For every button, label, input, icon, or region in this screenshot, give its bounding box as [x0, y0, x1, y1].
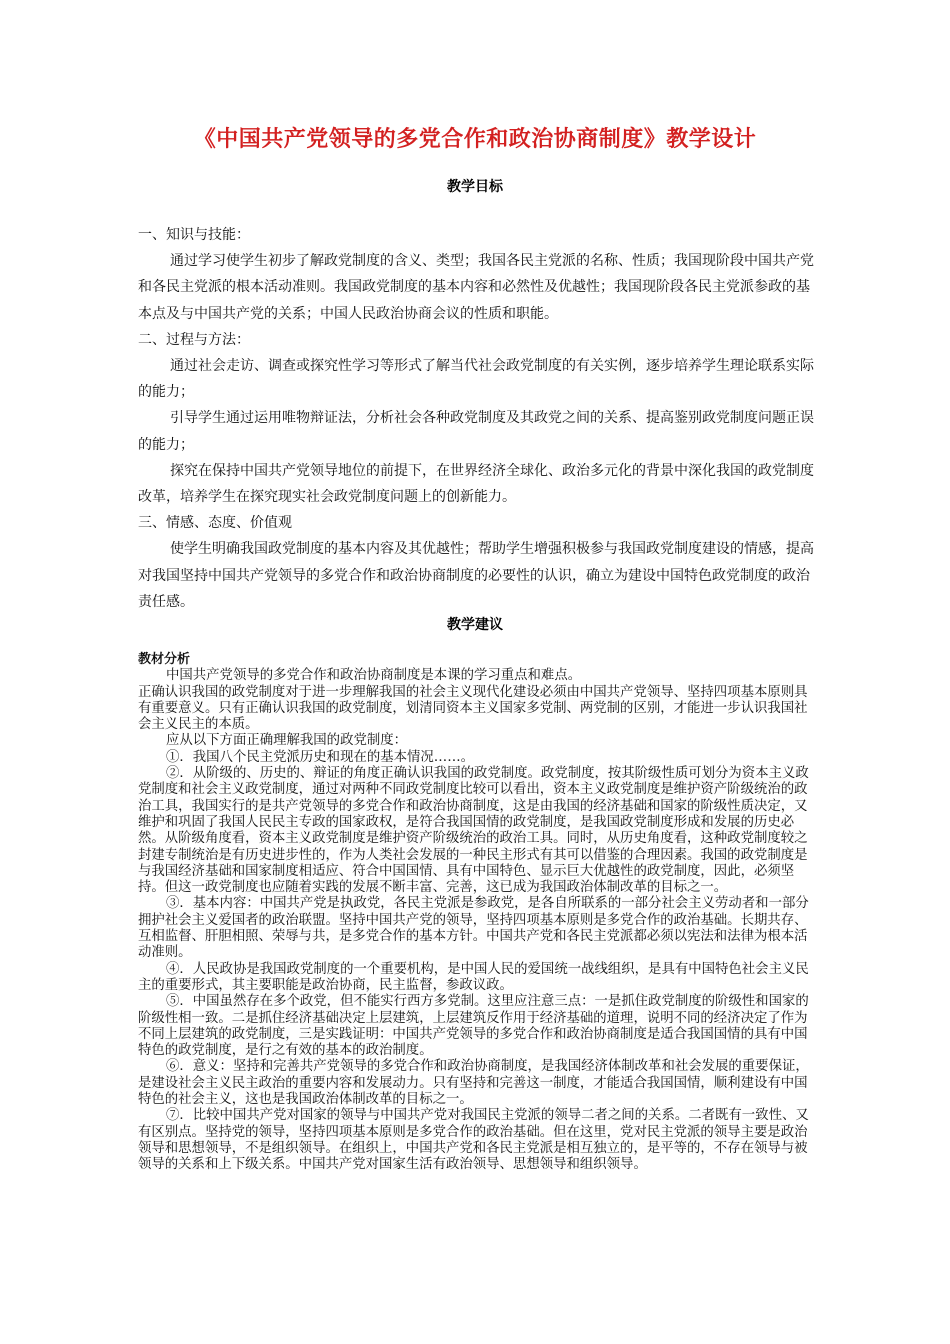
- goals-item: 使学生明确我国政党制度的基本内容及其优越性；帮助学生增强积极参与我国政党制度建设的情感，提高对我国坚持中国共产党领导的多党合作和政治协商制度的必要性的认识，确立为建设中国特色政党制度的政治责任感。: [138, 541, 814, 610]
- analysis-paragraph: ①．我国八个民主党派历史和现在的基本情况……。: [166, 749, 474, 765]
- document-title: 《中国共产党领导的多党合作和政治协商制度》教学设计: [193, 126, 757, 152]
- analysis-paragraph: ②．从阶级的、历史的、辩证的角度正确认识我国的政党制度。政党制度，按其阶级性质可划分为资本主义政党制度和社会主义政党制度，通过对两种不同政党制度比较可以看出，资本主义政党制度是维护资产阶级统治的政治工具，我国实行的是共产党领导的多党合作和政治协商制度，这是由我国的经济基础和国家的阶级性质决定，又维护和巩固了我国人民民主专政的国家政权，是符合我国国情的政党制度，是我国政党制度形成和发展的历史必然。从阶级角度看，资本主义政党制度是维护资产阶级统治的政治工具。同时，从历史角度看，这种政党制度较之封建专制统治是有历史进步性的，作为人类社会发展的一种民主形式有其可以借鉴的合理因素。我国的政党制度是与我国经济基础和国家制度相适应、符合中国国情、具有中国特色、显示巨大优越性的政党制度，因此，必须坚持。但这一政党制度也应随着实践的发展不断丰富、完善，这已成为我国政治体制改革的目标之一。: [138, 766, 809, 896]
- goals-heading: 教学目标: [447, 179, 503, 195]
- analysis-paragraph: 中国共产党领导的多党合作和政治协商制度是本课的学习重点和难点。: [166, 668, 582, 684]
- analysis-paragraph: ⑤．中国虽然存在多个政党，但不能实行西方多党制。这里应注意三点：一是抓住政党制度的阶级性和国家的阶级性相一致。二是抓住经济基础决定上层建筑，上层建筑反作用于经济基础的道理，说明不同的经济决定了作为不同上层建筑的政党制度，三是实践证明：中国共产党领导的多党合作和政治协商制度是适合我国国情的具有中国特色的政党制度，是行之有效的基本的政治制度。: [138, 994, 809, 1059]
- analysis-paragraph: ⑦．比较中国共产党对国家的领导与中国共产党对我国民主党派的领导二者之间的关系。二者既有一致性、又有区别点。坚持党的领导，坚持四项基本原则是多党合作的政治基础。但在这里，党对民主党派的领导主要是政治领导和思想领导，不是组织领导。在组织上，中国共产党和各民主党派是相互独立的，是平等的，不存在领导与被领导的关系和上下级关系。中国共产党对国家生活有政治领导、思想领导和组织领导。: [138, 1108, 809, 1173]
- analysis-section: [138, 652, 818, 1174]
- goals-item: 通过学习使学生初步了解政党制度的含义、类型；我国各民主党派的名称、性质；我国现阶段中国共产党和各民主党派的根本活动准则。我国政党制度的基本内容和必然性及优越性；我国现阶段各民主党派参政的基本点及与中国共产党的关系；中国人民政治协商会议的性质和职能。: [138, 253, 814, 322]
- goals-item: 三、情感、态度、价值观: [138, 515, 292, 532]
- goals-item: 探究在保持中国共产党领导地位的前提下，在世界经济全球化、政治多元化的背景中深化我国的政党制度改革，培养学生在探究现实社会政党制度问题上的创新能力。: [138, 462, 814, 506]
- analysis-paragraph: 正确认识我国的政党制度对于进一步理解我国的社会主义现代化建设必须由中国共产党领导、坚持四项基本原则具有重要意义。只有正确认识我国的政党制度，划清同资本主义国家多党制、两党制的区别，才能进一步认识我国社会主义民主的本质。: [138, 684, 808, 733]
- analysis-paragraph: ⑥．意义：坚持和完善共产党领导的多党合作和政治协商制度，是我国经济体制改革和社会发展的重要保证，是建设社会主义民主政治的重要内容和发展动力。只有坚持和完善这一制度，才能适合我国国情，顺利建设有中国特色的社会主义，这也是我国政治体制改革的目标之一。: [138, 1059, 809, 1108]
- goals-item: 一、知识与技能：: [138, 227, 250, 243]
- goals-item: 引导学生通过运用唯物辩证法，分析社会各种政党制度及其政党之间的关系、提高鉴别政党制度问题正误的能力；: [138, 410, 814, 453]
- suggest-heading: 教学建议: [447, 617, 503, 633]
- goals-item: 通过社会走访、调查或探究性学习等形式了解当代社会政党制度的有关实例，逐步培养学生理论联系实际的能力；: [138, 358, 814, 401]
- analysis-paragraph: 应从以下方面正确理解我国的政党制度：: [166, 733, 408, 749]
- goals-item: 二、过程与方法：: [138, 331, 250, 348]
- analysis-heading: 教材分析: [138, 652, 191, 667]
- analysis-paragraph: ③．基本内容：中国共产党是执政党，各民主党派是参政党，是各自所联系的一部分社会主义劳动者和一部分拥护社会主义爱国者的政治联盟。坚持中国共产党的领导，坚持四项基本原则是多党合作的政治基础。长期共存、互相监督、肝胆相照、荣辱与共，是多党合作的基本方针。中国共产党和各民主党派都必须以宪法和法律为根本活动准则。: [138, 896, 809, 961]
- goals-section: [138, 222, 818, 615]
- analysis-paragraph: ④．人民政协是我国政党制度的一个重要机构，是中国人民的爱国统一战线组织，是具有中国特色社会主义民主的重要形式，其主要职能是政治协商，民主监督，参政议政。: [138, 961, 809, 993]
